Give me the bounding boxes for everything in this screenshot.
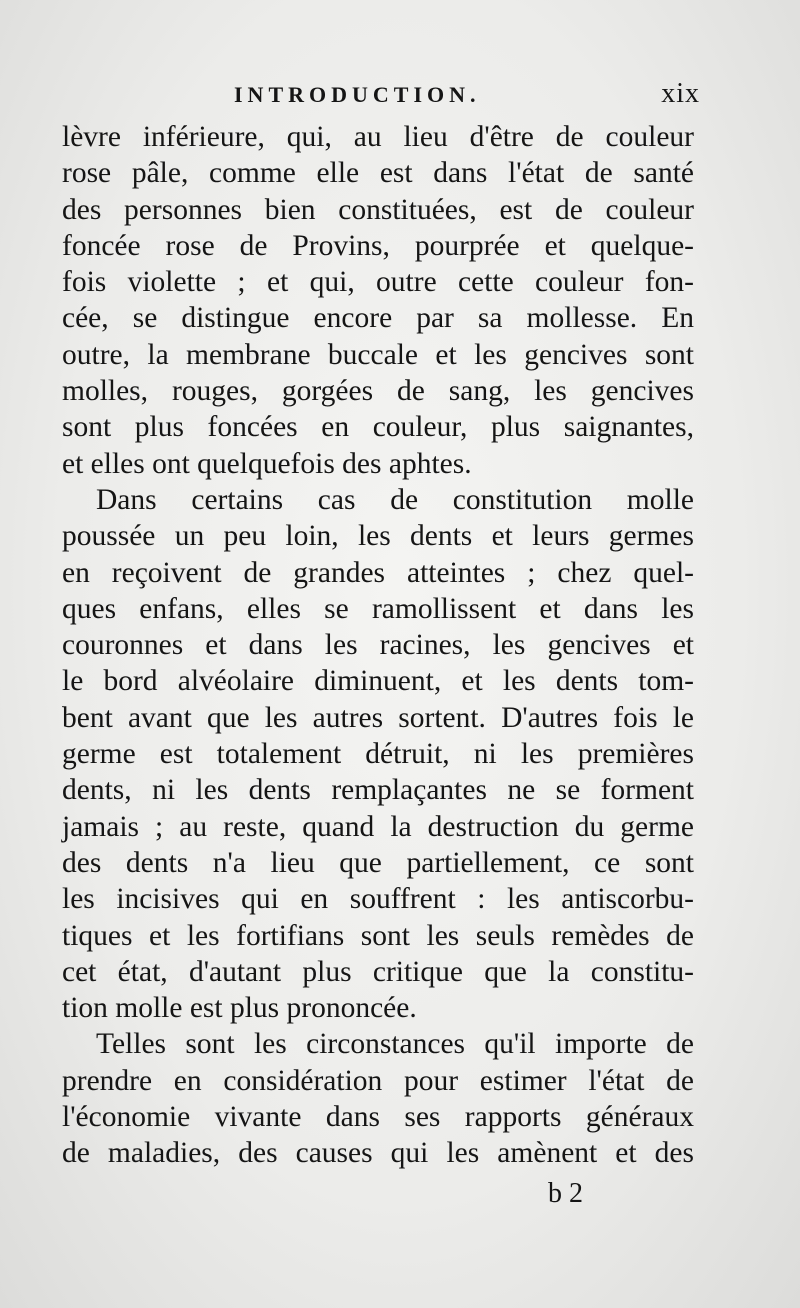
- text-line: molles, rouges, gorgées de sang, les gencives: [62, 375, 694, 408]
- paragraph-start-line: Telles sont les circonstances qu'il importe de: [96, 1028, 694, 1061]
- text-line: dents, ni les dents remplaçantes ne se forment: [62, 774, 694, 807]
- text-line: les incisives qui en souffrent : les antiscorbu-: [62, 883, 694, 916]
- signature-mark: b 2: [548, 1178, 583, 1209]
- text-line: poussée un peu loin, les dents et leurs germes: [62, 520, 694, 553]
- text-line: jamais ; au reste, quand la destruction du germe: [62, 810, 694, 843]
- text-line: en reçoivent de grandes atteintes ; chez quel-: [62, 556, 694, 589]
- page-number: xix: [661, 78, 700, 109]
- page-header: [62, 78, 700, 118]
- text-line: germe est totalement détruit, ni les premières: [62, 738, 694, 771]
- text-line: des personnes bien constituées, est de couleur: [62, 193, 694, 226]
- text-line: sont plus foncées en couleur, plus saignantes,: [62, 411, 694, 444]
- text-line: lèvre inférieure, qui, au lieu d'être de couleur: [62, 121, 694, 153]
- text-line: tiques et les fortifians sont les seuls remèdes de: [62, 919, 694, 952]
- text-line: des dents n'a lieu que partiellement, ce sont: [62, 846, 694, 879]
- text-line: outre, la membrane buccale et les gencives sont: [62, 338, 694, 371]
- body-text: [62, 119, 694, 1172]
- text-line: foncée rose de Provins, pourprée et quelque-: [62, 229, 694, 262]
- text-line: ques enfans, elles se ramollissent et dans les: [62, 592, 694, 625]
- text-line: le bord alvéolaire diminuent, et les dents tom-: [62, 665, 694, 698]
- text-line: rose pâle, comme elle est dans l'état de santé: [62, 157, 694, 190]
- text-line: bent avant que les autres sortent. D'autres fois le: [62, 701, 694, 734]
- text-line: tion molle est plus prononcée.: [62, 992, 417, 1025]
- running-title: INTRODUCTION.: [234, 82, 481, 107]
- text-line: cet état, d'autant plus critique que la constitu-: [62, 955, 694, 988]
- paragraph-start-line: Dans certains cas de constitution molle: [96, 483, 694, 516]
- text-line: prendre en considération pour estimer l'état de: [62, 1064, 694, 1097]
- text-line: cée, se distingue encore par sa mollesse. En: [62, 302, 694, 335]
- text-line: et elles ont quelquefois des aphtes.: [62, 447, 472, 480]
- text-line: l'économie vivante dans ses rapports généraux: [62, 1101, 694, 1134]
- text-line: fois violette ; et qui, outre cette couleur fon-: [62, 266, 694, 299]
- text-line: couronnes et dans les racines, les gencives et: [62, 629, 694, 662]
- text-line: de maladies, des causes qui les amènent et des: [62, 1137, 694, 1170]
